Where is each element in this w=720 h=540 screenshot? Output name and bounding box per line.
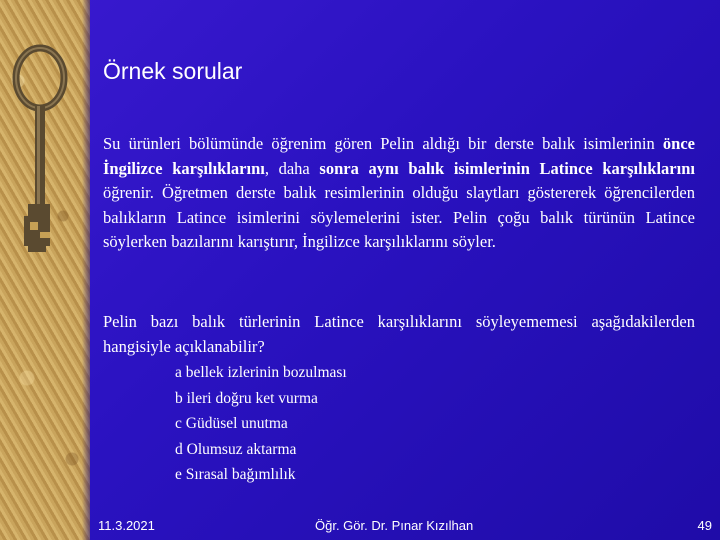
option-b: b ileri doğru ket vurma [175,389,318,407]
option-a: a bellek izlerinin bozulması [175,364,347,381]
page-number: 49 [697,518,712,533]
footer-date: 11.3.2021 [98,518,155,533]
option-c: c Güdüsel unutma [175,415,288,433]
scenario-text-2: , daha [264,158,320,178]
scenario-text-1: Su ürünleri bölümünde öğrenim gören Pelin aldığı bir derste balık isimlerinin [103,134,663,153]
option-e: e Sırasal bağımlılık [175,466,296,484]
question-text: Pelin bazı balık türlerinin Latince karşılıklarını söyleyememesi aşağıdakilerden hangisiyle açıklanabilir? [103,312,695,356]
option-d: d Olumsuz aktarma [175,440,297,458]
scenario-bold-1: önce İngilizce karşılıklarını [103,134,695,178]
answer-options-list [175,360,347,488]
scenario-text-3: öğrenir. Öğretmen derste balık resimlerinin olduğu slaytları göstererek öğrencilerden balıkların Latince isimlerini söylemelerini ister. Pelin çoğu balık türünün Latince söylerken bazılarını karıştırır, İngilizce karşılıklarını söyler. [103,183,695,251]
scenario-paragraph [103,132,695,255]
footer-author: Öğr. Gör. Dr. Pınar Kızılhan [315,518,474,533]
antique-key-icon [0,40,90,270]
slide-title: Örnek sorular [103,58,243,84]
scenario-bold-2: sonra aynı balık isimlerinin Latince karşılıklarını [319,158,695,178]
